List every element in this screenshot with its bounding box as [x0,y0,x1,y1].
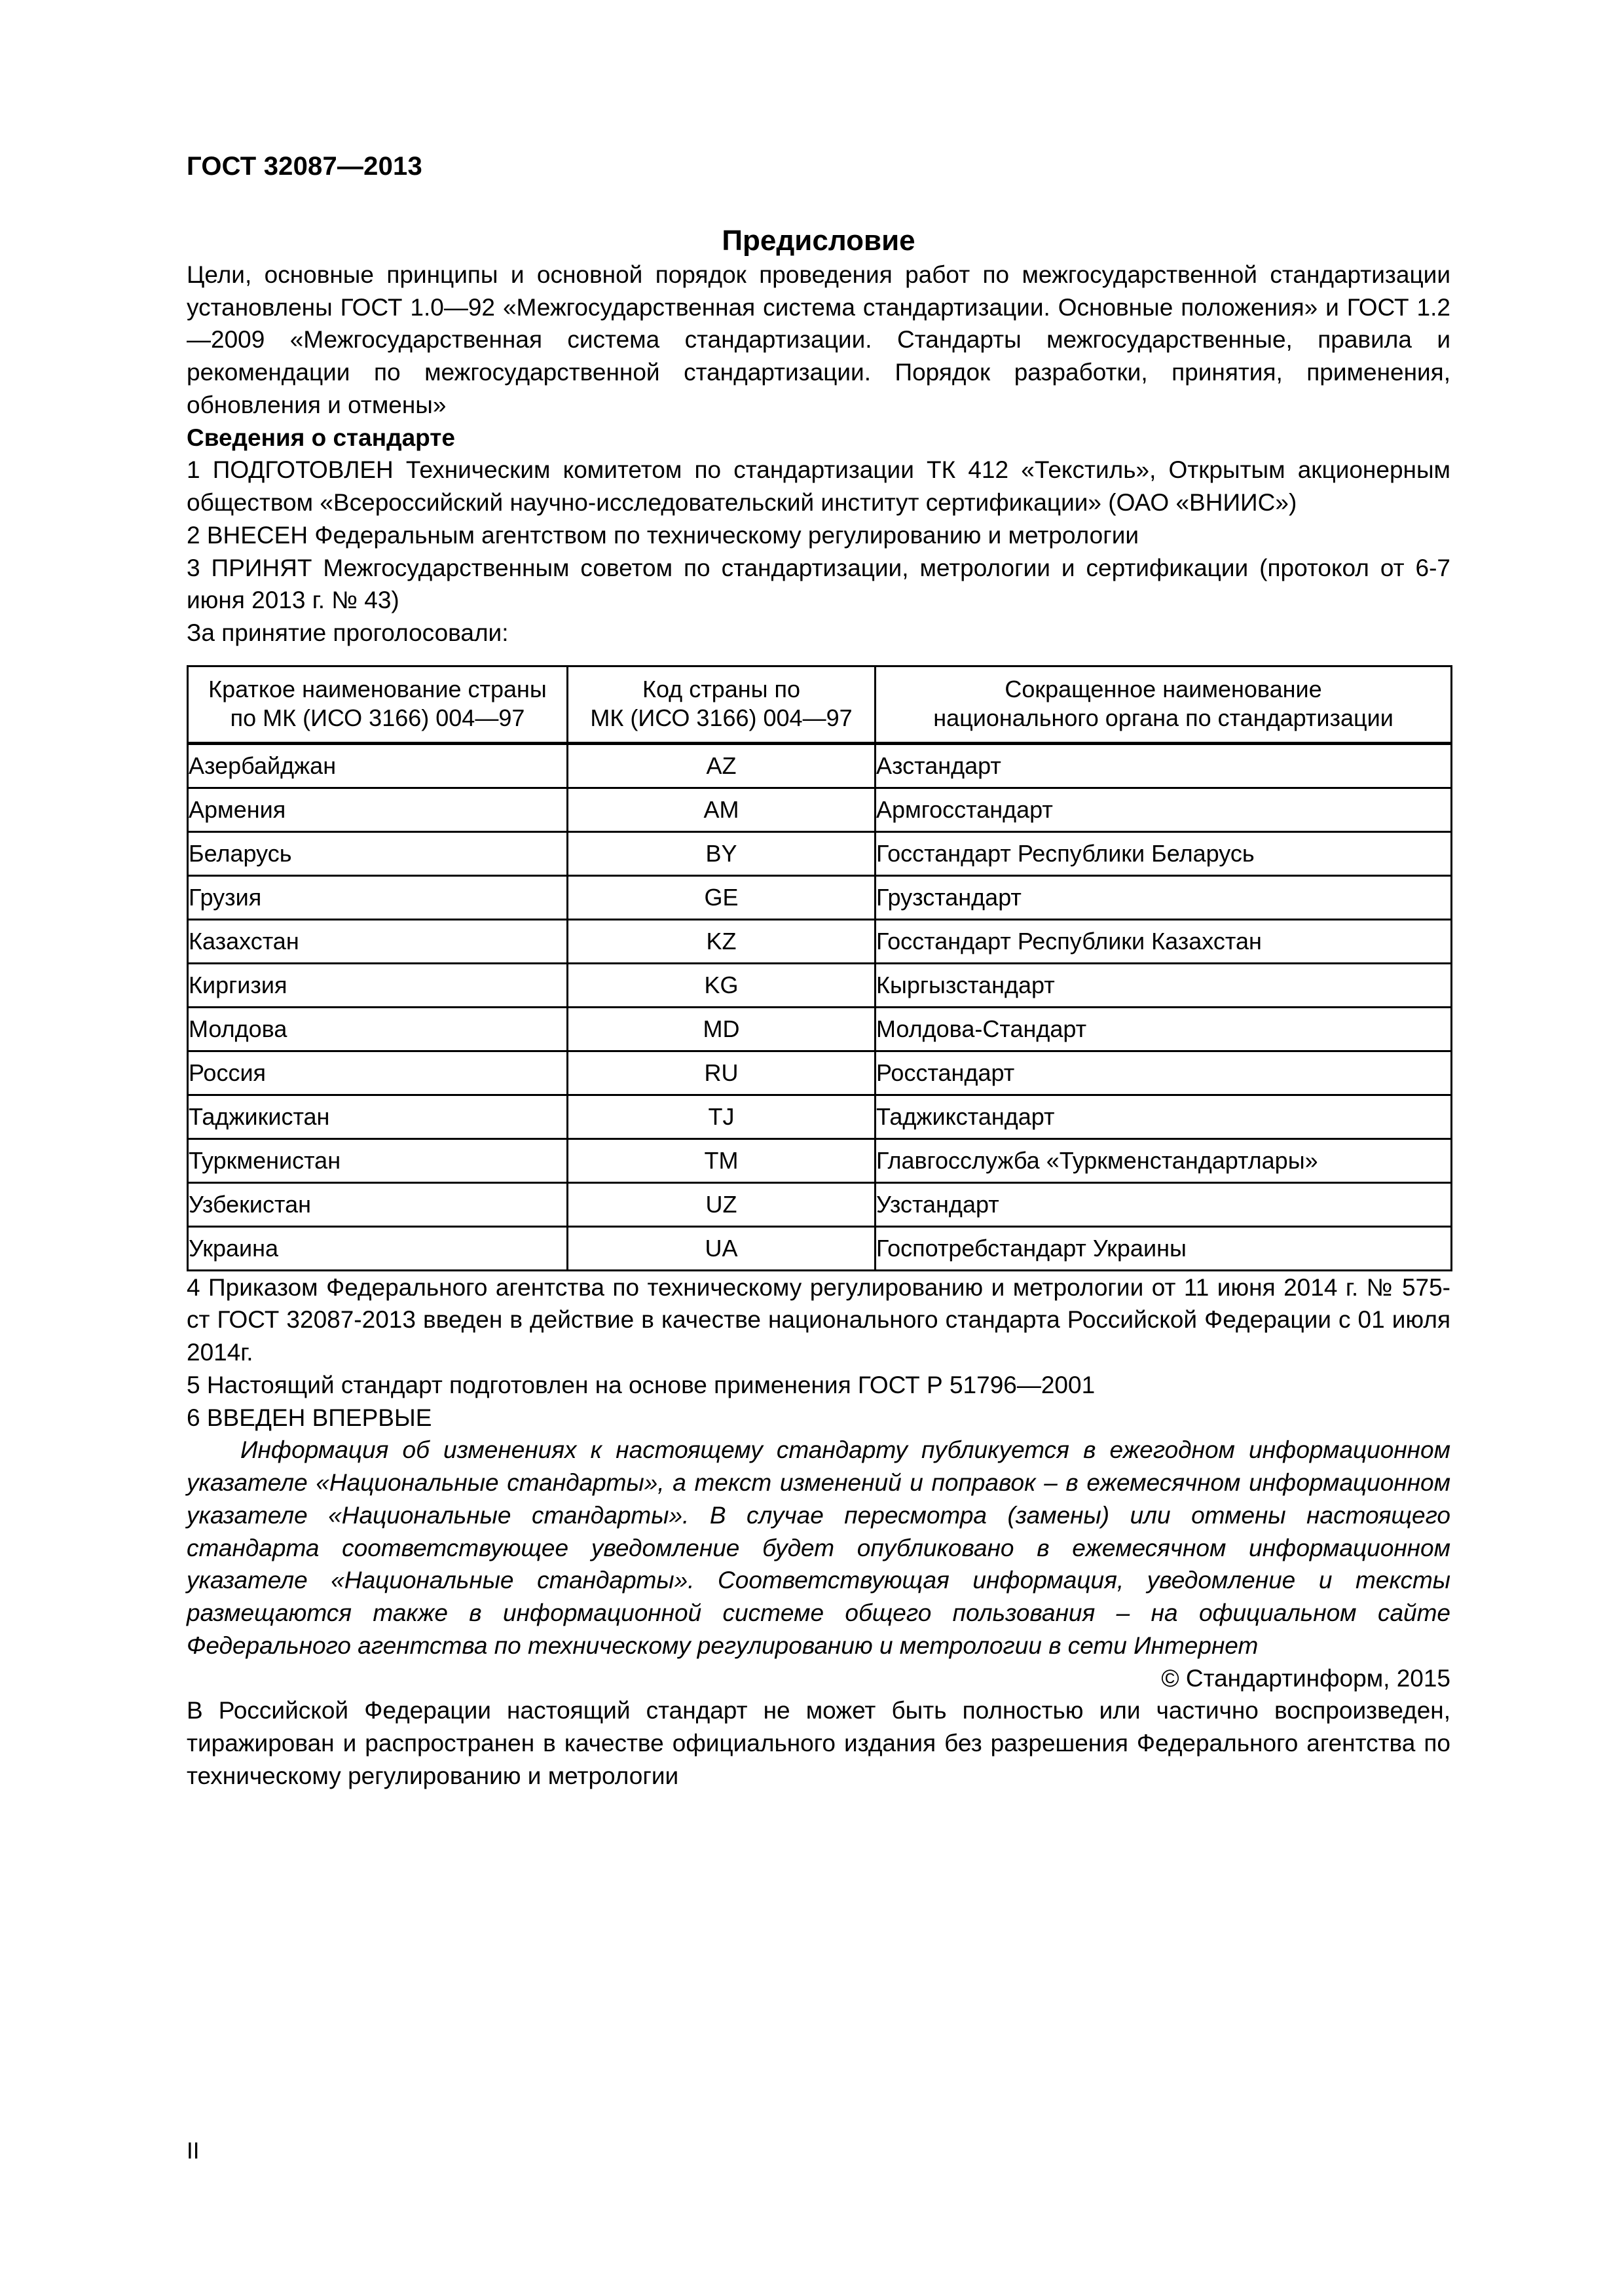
reproduction-notice-paragraph: В Российской Федерации настоящий стандарт не может быть полностью или частично воспроизведен, тиражирован и распространен в качестве официального издания без разрешения Федерального агентства по техническому регулированию и метрологии [187,1697,1450,1789]
table-row [188,788,1452,831]
page-content [187,151,1450,1793]
cell-standardization-body: Азстандарт [876,743,1452,788]
table-row [188,1182,1452,1226]
column-header-country-line1: Краткое наименование страны [208,675,547,702]
cell-country-code: TJ [568,1095,876,1139]
cell-country-name: Армения [188,788,568,831]
cell-country-name: Узбекистан [188,1182,568,1226]
table-row [188,1226,1452,1270]
table-row [188,1095,1452,1139]
table-row [188,919,1452,963]
cell-country-name: Азербайджан [188,743,568,788]
standard-info-item-5: 5 Настоящий стандарт подготовлен на основе применения ГОСТ Р 51796—2001 [187,1371,1096,1398]
column-header-code-line1: Код страны по [642,675,800,702]
copyright-line: © Стандартинформ, 2015 [1161,1664,1450,1692]
table-row [188,1139,1452,1182]
cell-country-code: AZ [568,743,876,788]
column-header-body-line1: Сокращенное наименование [1005,675,1322,702]
cell-country-code: TM [568,1139,876,1182]
column-header-body [876,666,1452,743]
cell-country-name: Россия [188,1051,568,1095]
table-header-row [188,666,1452,743]
standard-info-item-3: 3 ПРИНЯТ Межгосударственным советом по стандартизации, метрологии и сертификации (протокол от 6-7 июня 2013 г. № 43) [187,554,1450,614]
standard-info-item-6: 6 ВВЕДЕН ВПЕРВЫЕ [187,1404,432,1431]
standard-info-heading: Сведения о стандарте [187,424,455,451]
page-title: Предисловие [722,225,915,257]
cell-country-name: Молдова [188,1007,568,1051]
cell-country-name: Казахстан [188,919,568,963]
cell-country-name: Украина [188,1226,568,1270]
table-row [188,743,1452,788]
column-header-code [568,666,876,743]
cell-country-code: KG [568,963,876,1007]
cell-country-code: RU [568,1051,876,1095]
cell-country-code: UZ [568,1182,876,1226]
cell-country-code: GE [568,875,876,919]
column-header-code-line2: МК (ИСО 3166) 004—97 [590,704,853,731]
cell-standardization-body: Госстандарт Республики Беларусь [876,831,1452,875]
changes-notice-paragraph: Информация об изменениях к настоящему стандарту публикуется в ежегодном информационном указателе «Национальные стандарты», а текст изменений и поправок – в ежемесячном информационном указателе «Национальные стандарты». В случае пересмотра (замены) или отмены настоящего стандарта соответствующее уведомление будет опубликовано в ежемесячном информационном указателе «Национальные стандарты». Соответствующая информация, уведомление и тексты размещаются также в информационной системе общего пользования – на официальном сайте Федерального агентства по техническому регулированию и метрологии в сети Интернет [187,1436,1450,1659]
intro-paragraph: Цели, основные принципы и основной порядок проведения работ по межгосударственной стандартизации установлены ГОСТ 1.0—92 «Межгосударственная система стандартизации. Основные положения» и ГОСТ 1.2—2009 «Межгосударственная система стандартизации. Стандарты межгосударственные, правила и рекомендации по межгосударственной стандартизации. Порядок разработки, принятия, применения, обновления и отмены» [187,261,1450,418]
cell-country-code: BY [568,831,876,875]
standard-info-item-4: 4 Приказом Федерального агентства по техническому регулированию и метрологии от 11 июня 2014 г. № 575-ст ГОСТ 32087-2013 введен в действие в качестве национального стандарта Российской Федерации с 01 июля 2014г. [187,1273,1450,1366]
cell-country-code: AM [568,788,876,831]
cell-standardization-body: Росстандарт [876,1051,1452,1095]
voting-countries-table [187,665,1452,1271]
table-row [188,875,1452,919]
standard-info-item-1: 1 ПОДГОТОВЛЕН Техническим комитетом по стандартизации ТК 412 «Текстиль», Открытым акционерным обществом «Всероссийский научно-исследовательский институт сертификации» (ОАО «ВНИИС») [187,456,1450,517]
table-row [188,963,1452,1007]
cell-standardization-body: Молдова-Стандарт [876,1007,1452,1051]
cell-country-code: UA [568,1226,876,1270]
cell-standardization-body: Госстандарт Республики Казахстан [876,919,1452,963]
cell-standardization-body: Армгосстандарт [876,788,1452,831]
cell-country-name: Беларусь [188,831,568,875]
column-header-body-line2: национального органа по стандартизации [933,704,1393,731]
cell-country-name: Грузия [188,875,568,919]
cell-standardization-body: Грузстандарт [876,875,1452,919]
cell-standardization-body: Главгосслужба «Туркменстандартлары» [876,1139,1452,1182]
table-row [188,1007,1452,1051]
page-number: II [187,2138,200,2164]
document-standard-number: ГОСТ 32087—2013 [187,152,422,181]
column-header-country-line2: по МК (ИСО 3166) 004—97 [230,704,525,731]
cell-standardization-body: Таджикстандарт [876,1095,1452,1139]
table-body [188,743,1452,1270]
table-row [188,1051,1452,1095]
table-row [188,831,1452,875]
cell-country-name: Туркменистан [188,1139,568,1182]
standard-info-item-2: 2 ВНЕСЕН Федеральным агентством по техническому регулированию и метрологии [187,521,1139,549]
cell-country-name: Таджикистан [188,1095,568,1139]
table-header [188,666,1452,743]
cell-standardization-body: Кыргызстандарт [876,963,1452,1007]
cell-country-code: KZ [568,919,876,963]
cell-country-name: Киргизия [188,963,568,1007]
cell-country-code: MD [568,1007,876,1051]
column-header-country [188,666,568,743]
cell-standardization-body: Узстандарт [876,1182,1452,1226]
cell-standardization-body: Госпотребстандарт Украины [876,1226,1452,1270]
vote-intro-text: За принятие проголосовали: [187,619,509,647]
